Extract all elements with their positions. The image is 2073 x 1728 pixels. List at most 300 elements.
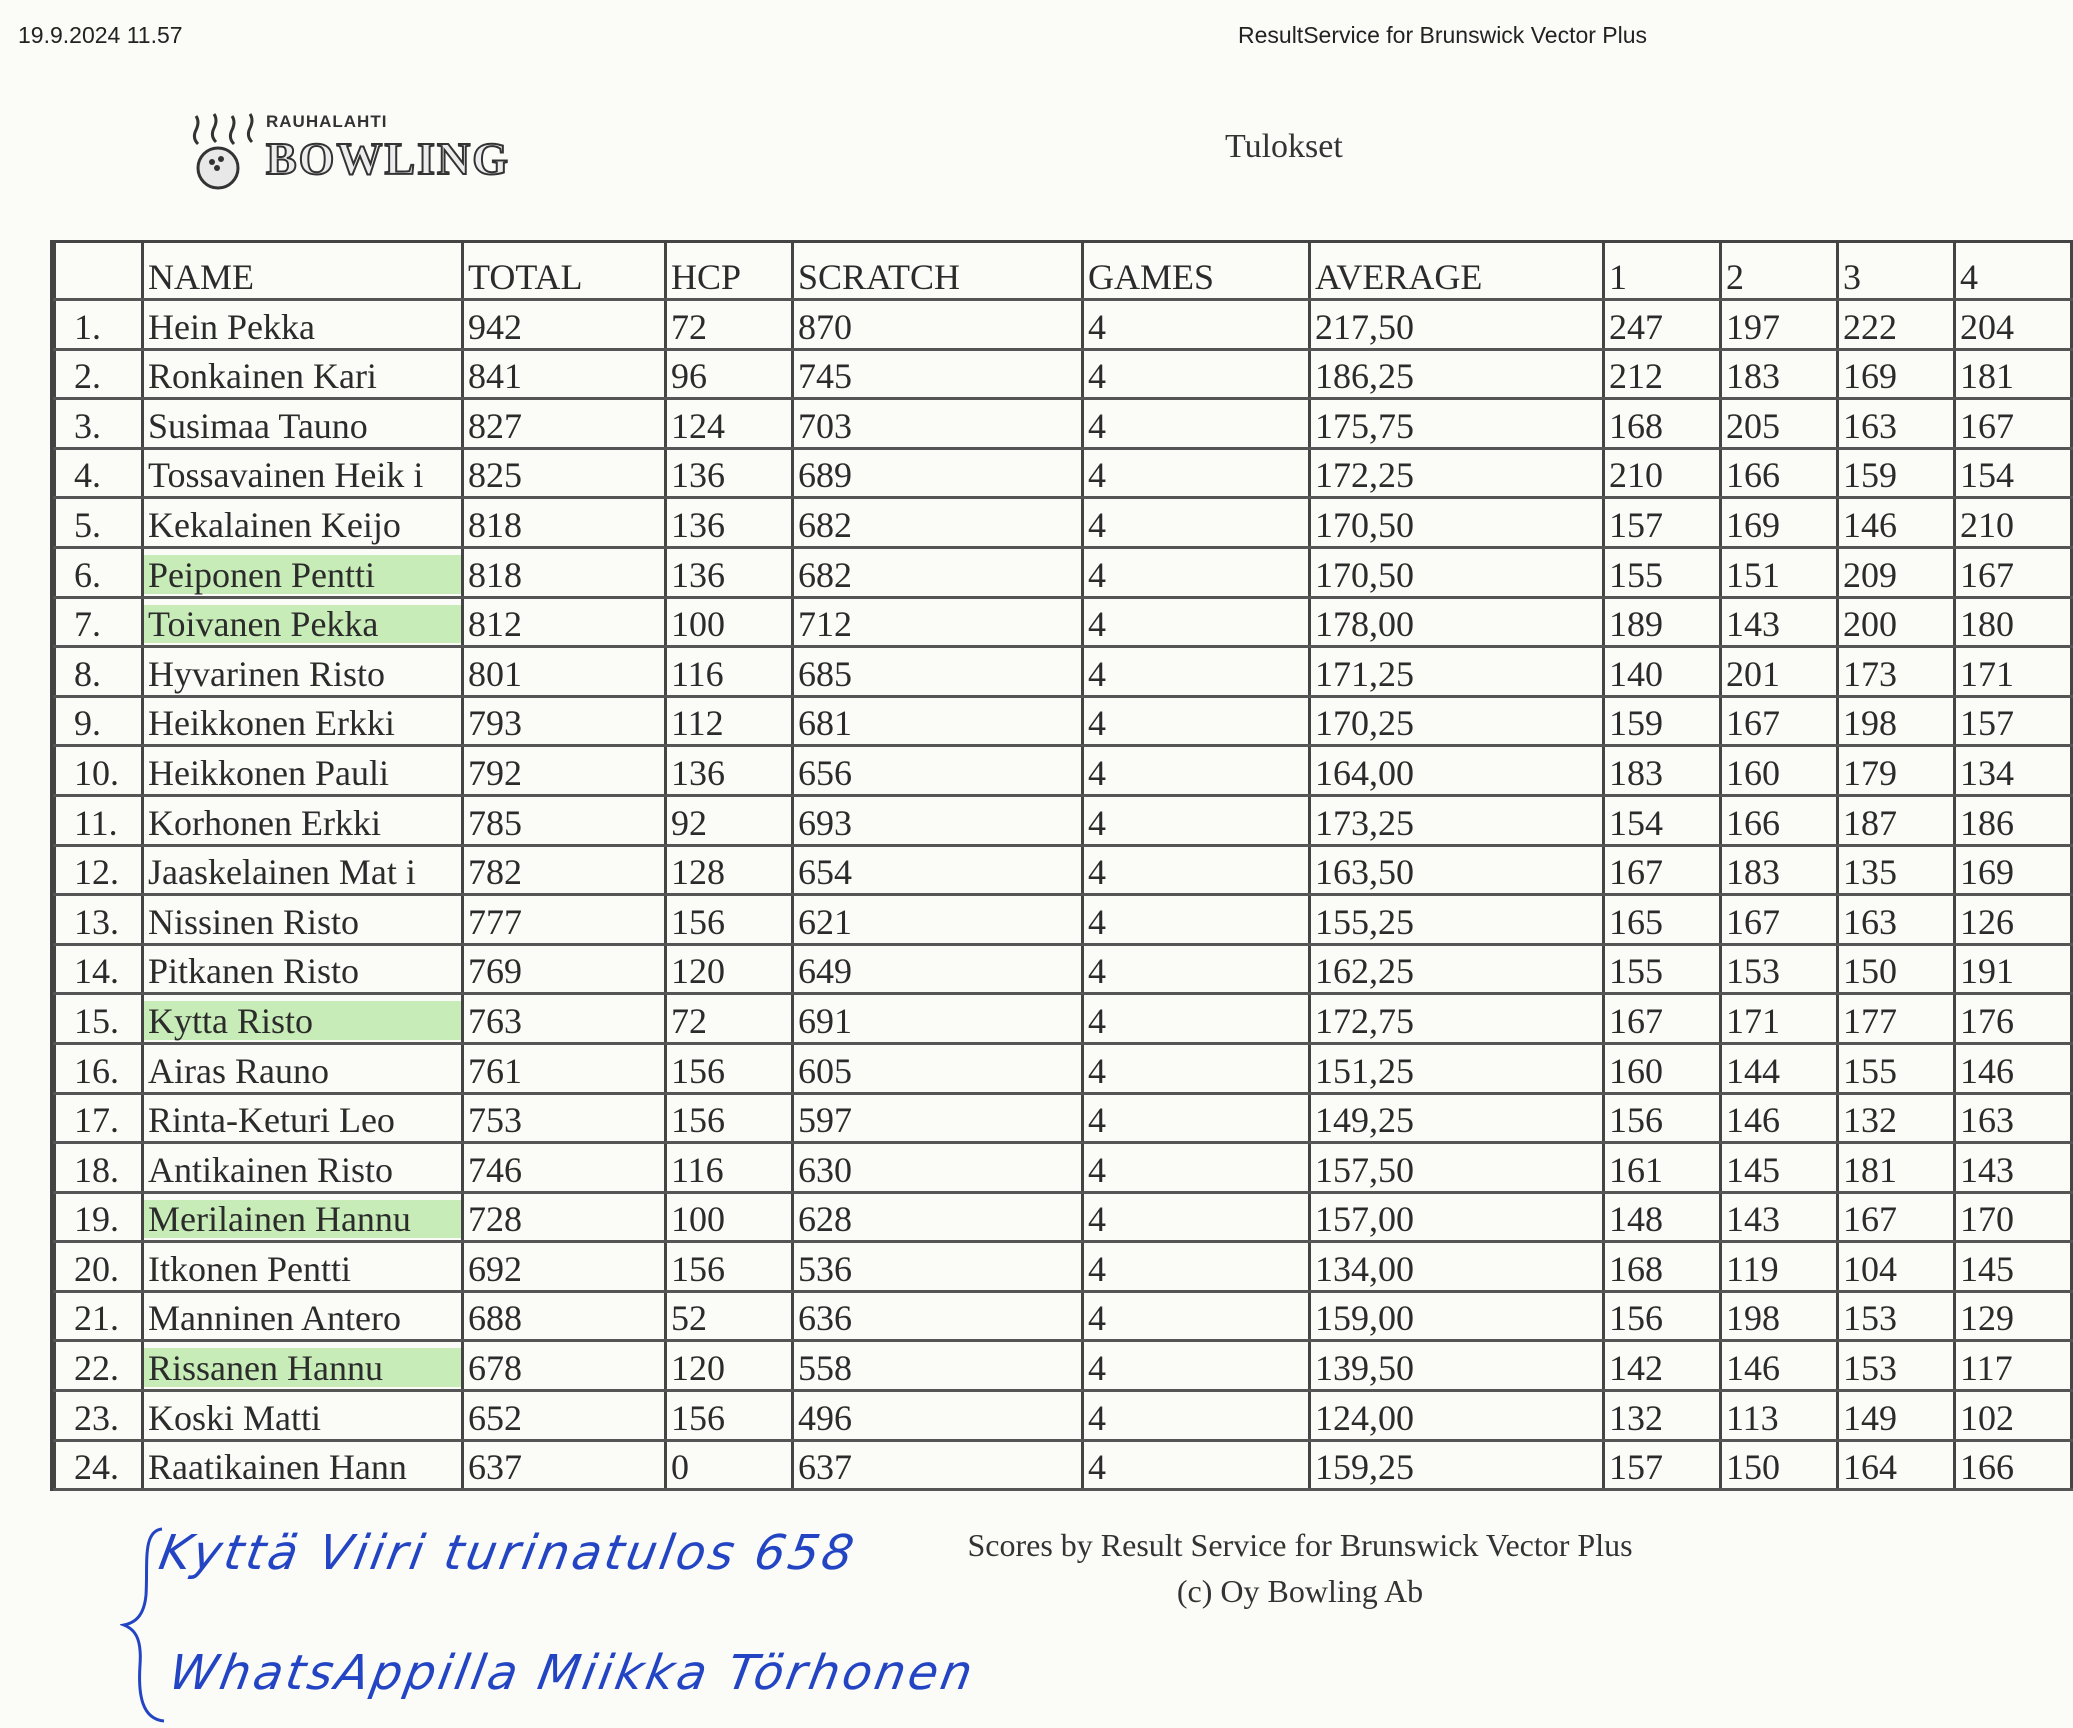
cell-scratch: [793, 746, 1083, 796]
cell-g2: [1721, 1143, 1838, 1193]
cell-g3: [1838, 1093, 1955, 1143]
games-text: 4: [1088, 1100, 1106, 1141]
cell-g1: [1604, 1043, 1721, 1093]
bowling-logo: [188, 112, 528, 192]
table-row: [55, 944, 2072, 994]
g4-text: 126: [1960, 901, 2014, 942]
g2-text: 160: [1726, 752, 1780, 793]
g2-text: 166: [1726, 802, 1780, 843]
results-table-body: [55, 300, 2072, 1490]
scratch-text: 621: [798, 901, 852, 942]
cell-scratch: [793, 1192, 1083, 1242]
cell-g4: [1955, 1341, 2072, 1391]
cell-games: [1083, 300, 1310, 350]
average-text: 159,00: [1315, 1298, 1414, 1339]
cell-total: [463, 944, 666, 994]
g1-text: 161: [1609, 1149, 1663, 1190]
cell-average: [1310, 1391, 1604, 1441]
average-text: 171,25: [1315, 653, 1414, 694]
cell-g3: [1838, 944, 1955, 994]
cell-games: [1083, 1143, 1310, 1193]
cell-rank: [55, 1093, 143, 1143]
scratch-text: 691: [798, 1000, 852, 1041]
cell-name: [143, 994, 463, 1044]
cell-rank: [55, 1192, 143, 1242]
g2-text: 146: [1726, 1100, 1780, 1141]
cell-total: [463, 1143, 666, 1193]
g2-text: 183: [1726, 852, 1780, 893]
games-text: 4: [1088, 852, 1106, 893]
games-text: 4: [1088, 1248, 1106, 1289]
g3-text: 222: [1843, 306, 1897, 347]
cell-g1: [1604, 1341, 1721, 1391]
g3-text: 159: [1843, 455, 1897, 496]
average-text: 217,50: [1315, 306, 1414, 347]
total-text: 792: [468, 752, 522, 793]
g3-text: 146: [1843, 504, 1897, 545]
table-row: [55, 1440, 2072, 1490]
cell-average: [1310, 448, 1604, 498]
cell-scratch: [793, 448, 1083, 498]
table-row: [55, 795, 2072, 845]
name-text: Raatikainen Hann: [148, 1447, 407, 1488]
cell-g1: [1604, 895, 1721, 945]
cell-hcp: [666, 399, 793, 449]
cell-games: [1083, 498, 1310, 548]
scratch-text: 682: [798, 554, 852, 595]
g2-text: 143: [1726, 604, 1780, 645]
cell-g2: [1721, 746, 1838, 796]
cell-scratch: [793, 547, 1083, 597]
rank-text: 17.: [74, 1100, 119, 1141]
cell-g1: [1604, 845, 1721, 895]
rank-text: 5.: [74, 504, 101, 545]
hcp-text: 156: [671, 901, 725, 942]
name-text: Airas Rauno: [148, 1050, 329, 1091]
hcp-text: 100: [671, 604, 725, 645]
rank-text: 7.: [74, 604, 101, 645]
service-header: ResultService for Brunswick Vector Plus: [1238, 22, 1648, 48]
g4-text: 163: [1960, 1100, 2014, 1141]
rank-text: 6.: [74, 554, 101, 595]
cell-scratch: [793, 647, 1083, 697]
cell-g4: [1955, 696, 2072, 746]
cell-rank: [55, 597, 143, 647]
cell-total: [463, 300, 666, 350]
cell-hcp: [666, 448, 793, 498]
rank-text: 24.: [74, 1447, 119, 1488]
g4-text: 204: [1960, 306, 2014, 347]
cell-g2: [1721, 944, 1838, 994]
g2-text: 153: [1726, 951, 1780, 992]
name-text: Rinta-Keturi Leo: [148, 1100, 395, 1141]
cell-g2: [1721, 399, 1838, 449]
average-text: 159,25: [1315, 1447, 1414, 1488]
name-text: Koski Matti: [148, 1397, 322, 1438]
average-text: 149,25: [1315, 1100, 1414, 1141]
games-text: 4: [1088, 306, 1106, 347]
scratch-text: 558: [798, 1348, 852, 1389]
cell-average: [1310, 498, 1604, 548]
cell-name: [143, 1341, 463, 1391]
cell-scratch: [793, 696, 1083, 746]
cell-scratch: [793, 349, 1083, 399]
cell-g3: [1838, 399, 1955, 449]
name-text: Kekalainen Keijo: [148, 504, 401, 545]
table-row: [55, 399, 2072, 449]
scratch-text: 649: [798, 951, 852, 992]
logo-subtitle: RAUHALAHTI: [266, 112, 388, 131]
cell-scratch: [793, 1043, 1083, 1093]
hcp-text: 116: [671, 1149, 724, 1190]
cell-hcp: [666, 1391, 793, 1441]
cell-average: [1310, 746, 1604, 796]
games-text: 4: [1088, 1000, 1106, 1041]
cell-hcp: [666, 547, 793, 597]
cell-hcp: [666, 994, 793, 1044]
g1-text: 210: [1609, 455, 1663, 496]
cell-g3: [1838, 1440, 1955, 1490]
g3-text: 209: [1843, 554, 1897, 595]
cell-total: [463, 1440, 666, 1490]
column-header: 1: [1604, 243, 1721, 300]
cell-hcp: [666, 944, 793, 994]
games-text: 4: [1088, 1447, 1106, 1488]
scratch-text: 628: [798, 1199, 852, 1240]
cell-average: [1310, 1291, 1604, 1341]
cell-total: [463, 994, 666, 1044]
rank-text: 16.: [74, 1050, 119, 1091]
cell-g2: [1721, 1192, 1838, 1242]
cell-total: [463, 349, 666, 399]
g4-text: 117: [1960, 1348, 2013, 1389]
hcp-text: 156: [671, 1397, 725, 1438]
g1-text: 247: [1609, 306, 1663, 347]
g4-text: 154: [1960, 455, 2014, 496]
cell-hcp: [666, 1242, 793, 1292]
g1-text: 142: [1609, 1348, 1663, 1389]
cell-rank: [55, 300, 143, 350]
cell-scratch: [793, 597, 1083, 647]
column-header: 4: [1955, 243, 2072, 300]
cell-g3: [1838, 547, 1955, 597]
name-text: Antikainen Risto: [148, 1149, 393, 1190]
games-text: 4: [1088, 356, 1106, 397]
total-text: 777: [468, 901, 522, 942]
g4-text: 169: [1960, 852, 2014, 893]
cell-name: [143, 349, 463, 399]
cell-g3: [1838, 1192, 1955, 1242]
cell-g3: [1838, 795, 1955, 845]
games-text: 4: [1088, 604, 1106, 645]
cell-g3: [1838, 1242, 1955, 1292]
cell-g2: [1721, 795, 1838, 845]
games-text: 4: [1088, 703, 1106, 744]
footer-credit: Scores by Result Service for Brunswick Vector Plus: [967, 1527, 1633, 1563]
table-row: [55, 547, 2072, 597]
cell-name: [143, 498, 463, 548]
cell-games: [1083, 1043, 1310, 1093]
cell-g4: [1955, 1043, 2072, 1093]
g4-text: 145: [1960, 1248, 2014, 1289]
cell-g3: [1838, 349, 1955, 399]
cell-average: [1310, 1242, 1604, 1292]
cell-g4: [1955, 1192, 2072, 1242]
g4-text: 186: [1960, 802, 2014, 843]
column-header: [55, 243, 143, 300]
table-row: [55, 1391, 2072, 1441]
table-row: [55, 1043, 2072, 1093]
cell-name: [143, 1143, 463, 1193]
hcp-text: 92: [671, 802, 707, 843]
scratch-text: 654: [798, 852, 852, 893]
table-row: [55, 1341, 2072, 1391]
cell-hcp: [666, 746, 793, 796]
cell-g4: [1955, 399, 2072, 449]
g3-text: 132: [1843, 1100, 1897, 1141]
average-text: 157,50: [1315, 1149, 1414, 1190]
cell-g1: [1604, 1242, 1721, 1292]
cell-g3: [1838, 597, 1955, 647]
logo-wordmark: BOWLING: [266, 133, 511, 184]
cell-hcp: [666, 597, 793, 647]
cell-average: [1310, 944, 1604, 994]
rank-text: 15.: [74, 1000, 119, 1041]
g3-text: 149: [1843, 1397, 1897, 1438]
table-row: [55, 895, 2072, 945]
total-text: 818: [468, 554, 522, 595]
g1-text: 212: [1609, 356, 1663, 397]
total-text: 763: [468, 1000, 522, 1041]
average-text: 175,75: [1315, 405, 1414, 446]
games-text: 4: [1088, 504, 1106, 545]
table-row: [55, 300, 2072, 350]
cell-hcp: [666, 845, 793, 895]
total-text: 793: [468, 703, 522, 744]
cell-g1: [1604, 944, 1721, 994]
cell-g1: [1604, 597, 1721, 647]
cell-name: [143, 647, 463, 697]
g1-text: 154: [1609, 802, 1663, 843]
name-text: Peiponen Pentti: [148, 554, 375, 595]
games-text: 4: [1088, 901, 1106, 942]
total-text: 782: [468, 852, 522, 893]
cell-games: [1083, 597, 1310, 647]
average-text: 170,50: [1315, 554, 1414, 595]
cell-total: [463, 597, 666, 647]
g1-text: 160: [1609, 1050, 1663, 1091]
g1-text: 183: [1609, 752, 1663, 793]
hcp-text: 128: [671, 852, 725, 893]
name-text: Ronkainen Kari: [148, 356, 377, 397]
total-text: 841: [468, 356, 522, 397]
bowling-pins-icon: [188, 112, 264, 192]
total-text: 827: [468, 405, 522, 446]
cell-g1: [1604, 647, 1721, 697]
cell-total: [463, 1242, 666, 1292]
cell-name: [143, 944, 463, 994]
cell-hcp: [666, 498, 793, 548]
cell-total: [463, 1391, 666, 1441]
total-text: 637: [468, 1447, 522, 1488]
hcp-text: 116: [671, 653, 724, 694]
cell-g3: [1838, 1391, 1955, 1441]
g3-text: 155: [1843, 1050, 1897, 1091]
cell-rank: [55, 399, 143, 449]
cell-average: [1310, 1440, 1604, 1490]
g2-text: 145: [1726, 1149, 1780, 1190]
cell-scratch: [793, 795, 1083, 845]
table-row: [55, 994, 2072, 1044]
g3-text: 181: [1843, 1149, 1897, 1190]
g2-text: 143: [1726, 1199, 1780, 1240]
cell-games: [1083, 1391, 1310, 1441]
cell-hcp: [666, 349, 793, 399]
cell-average: [1310, 845, 1604, 895]
cell-g4: [1955, 597, 2072, 647]
hcp-text: 120: [671, 1348, 725, 1389]
cell-g2: [1721, 994, 1838, 1044]
table-row: [55, 597, 2072, 647]
cell-hcp: [666, 1291, 793, 1341]
cell-name: [143, 300, 463, 350]
cell-scratch: [793, 300, 1083, 350]
name-text: Pitkanen Risto: [148, 951, 360, 992]
g4-text: 166: [1960, 1447, 2014, 1488]
cell-games: [1083, 1440, 1310, 1490]
g4-text: 146: [1960, 1050, 2014, 1091]
rank-text: 11.: [74, 802, 118, 843]
cell-hcp: [666, 895, 793, 945]
cell-average: [1310, 1192, 1604, 1242]
rank-text: 22.: [74, 1348, 119, 1389]
table-row: [55, 1242, 2072, 1292]
cell-g4: [1955, 547, 2072, 597]
total-text: 746: [468, 1149, 522, 1190]
hcp-text: 52: [671, 1298, 707, 1339]
g1-text: 167: [1609, 1000, 1663, 1041]
cell-games: [1083, 895, 1310, 945]
cell-average: [1310, 1043, 1604, 1093]
name-text: Heikkonen Erkki: [148, 703, 395, 744]
cell-g4: [1955, 895, 2072, 945]
g1-text: 168: [1609, 405, 1663, 446]
g1-text: 167: [1609, 852, 1663, 893]
cell-games: [1083, 1093, 1310, 1143]
cell-games: [1083, 399, 1310, 449]
average-text: 155,25: [1315, 901, 1414, 942]
cell-g2: [1721, 1043, 1838, 1093]
cell-g1: [1604, 399, 1721, 449]
average-text: 186,25: [1315, 356, 1414, 397]
cell-games: [1083, 944, 1310, 994]
cell-g1: [1604, 994, 1721, 1044]
cell-name: [143, 547, 463, 597]
scratch-text: 681: [798, 703, 852, 744]
cell-scratch: [793, 895, 1083, 945]
games-text: 4: [1088, 752, 1106, 793]
cell-g1: [1604, 300, 1721, 350]
scratch-text: 689: [798, 455, 852, 496]
g1-text: 156: [1609, 1100, 1663, 1141]
hcp-text: 136: [671, 504, 725, 545]
g1-text: 189: [1609, 604, 1663, 645]
cell-g4: [1955, 944, 2072, 994]
rank-text: 1.: [74, 306, 101, 347]
g4-text: 191: [1960, 951, 2014, 992]
games-text: 4: [1088, 1050, 1106, 1091]
games-text: 4: [1088, 1298, 1106, 1339]
g2-text: 144: [1726, 1050, 1780, 1091]
total-text: 678: [468, 1348, 522, 1389]
hcp-text: 72: [671, 1000, 707, 1041]
cell-hcp: [666, 1043, 793, 1093]
g3-text: 167: [1843, 1199, 1897, 1240]
rank-text: 8.: [74, 653, 101, 694]
g4-text: 143: [1960, 1149, 2014, 1190]
g4-text: 170: [1960, 1199, 2014, 1240]
g1-text: 155: [1609, 951, 1663, 992]
cell-g3: [1838, 1143, 1955, 1193]
cell-scratch: [793, 944, 1083, 994]
cell-games: [1083, 746, 1310, 796]
scratch-text: 656: [798, 752, 852, 793]
hcp-text: 0: [671, 1447, 689, 1488]
cell-g1: [1604, 349, 1721, 399]
cell-average: [1310, 696, 1604, 746]
cell-g4: [1955, 300, 2072, 350]
cell-g2: [1721, 349, 1838, 399]
cell-rank: [55, 1291, 143, 1341]
g3-text: 187: [1843, 802, 1897, 843]
handwritten-note-line: Kyttä Viiri turinatulos 658: [155, 1525, 861, 1581]
footer-copyright: (c) Oy Bowling Ab: [1176, 1573, 1424, 1609]
cell-hcp: [666, 300, 793, 350]
total-text: 761: [468, 1050, 522, 1091]
cell-average: [1310, 300, 1604, 350]
scratch-text: 597: [798, 1100, 852, 1141]
cell-g4: [1955, 1242, 2072, 1292]
g1-text: 168: [1609, 1248, 1663, 1289]
cell-average: [1310, 399, 1604, 449]
cell-g1: [1604, 1192, 1721, 1242]
cell-g1: [1604, 746, 1721, 796]
cell-total: [463, 845, 666, 895]
cell-scratch: [793, 1242, 1083, 1292]
cell-average: [1310, 795, 1604, 845]
g4-text: 181: [1960, 356, 2014, 397]
cell-total: [463, 448, 666, 498]
cell-total: [463, 1291, 666, 1341]
g4-text: 167: [1960, 554, 2014, 595]
name-text: Jaaskelainen Mat i: [148, 852, 416, 893]
g4-text: 102: [1960, 1397, 2014, 1438]
cell-g2: [1721, 895, 1838, 945]
cell-scratch: [793, 1291, 1083, 1341]
total-text: 942: [468, 306, 522, 347]
g3-text: 169: [1843, 356, 1897, 397]
g2-text: 197: [1726, 306, 1780, 347]
g3-text: 163: [1843, 405, 1897, 446]
cell-scratch: [793, 1143, 1083, 1193]
games-text: 4: [1088, 1397, 1106, 1438]
g2-text: 167: [1726, 901, 1780, 942]
name-text: Nissinen Risto: [148, 901, 360, 942]
scratch-text: 637: [798, 1447, 852, 1488]
g3-text: 198: [1843, 703, 1897, 744]
hcp-text: 120: [671, 951, 725, 992]
g3-text: 200: [1843, 604, 1897, 645]
